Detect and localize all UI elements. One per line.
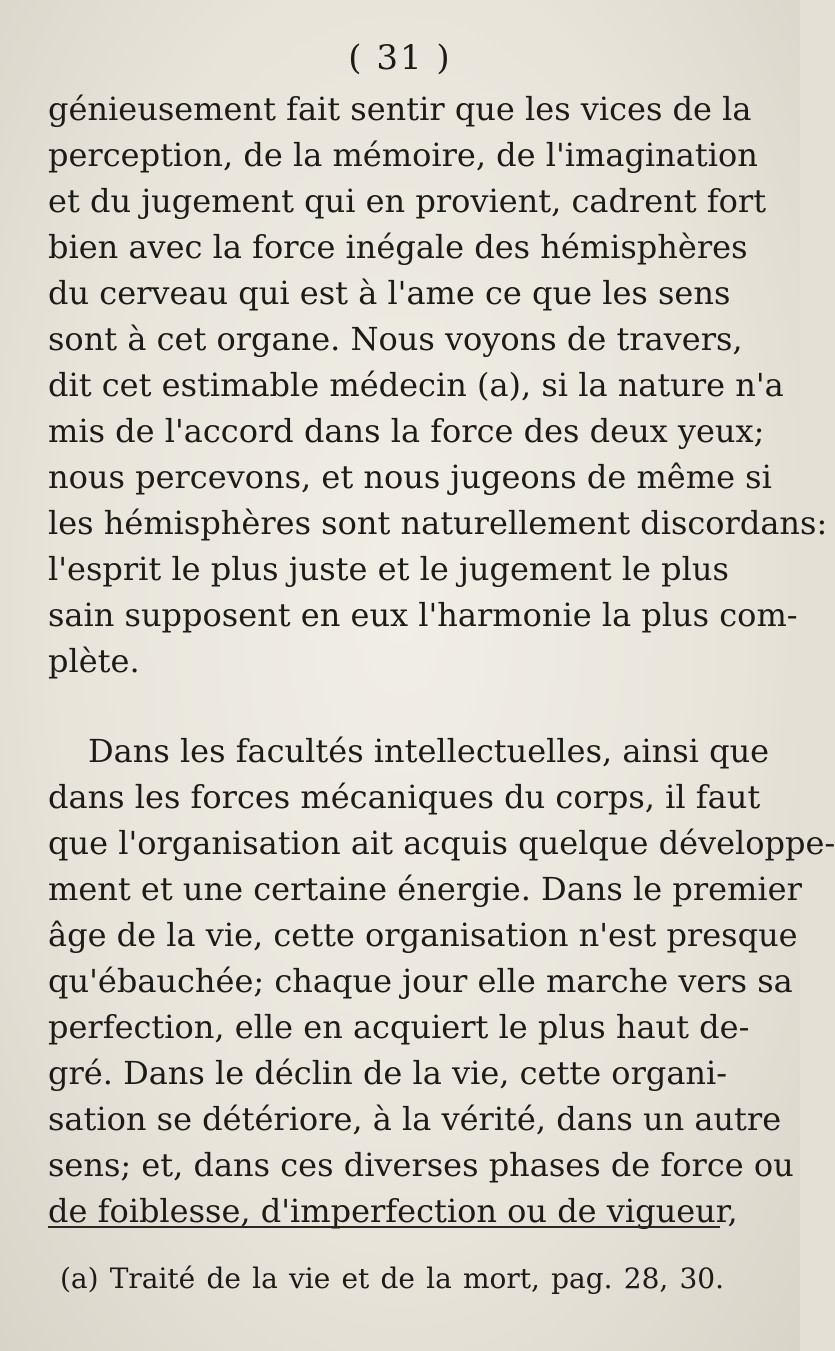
- text-line: sont à cet organe. Nous voyons de travers,: [48, 320, 743, 358]
- text-line: et du jugement qui en provient, cadrent fort: [48, 182, 767, 220]
- page-number: ( 31 ): [348, 38, 452, 78]
- text-line: gré. Dans le déclin de la vie, cette organi-: [48, 1054, 728, 1092]
- text-line: perfection, elle en acquiert le plus haut de-: [48, 1008, 750, 1046]
- text-line: les hémisphères sont naturellement discordans:: [48, 504, 828, 542]
- text-line: sens; et, dans ces diverses phases de force ou: [48, 1146, 794, 1184]
- text-line: nous percevons, et nous jugeons de même si: [48, 458, 772, 496]
- body-text: [48, 86, 835, 1234]
- text-line: sation se détériore, à la vérité, dans un autre: [48, 1100, 782, 1138]
- text-line: Dans les facultés intellectuelles, ainsi que: [88, 732, 770, 770]
- text-line: dit cet estimable médecin (a), si la nature n'a: [48, 366, 784, 404]
- footnote-rule: [48, 1226, 720, 1228]
- text-line: dans les forces mécaniques du corps, il faut: [48, 778, 761, 816]
- text-line: ment et une certaine énergie. Dans le premier: [48, 870, 802, 908]
- text-line: plète.: [48, 642, 140, 680]
- text-line: bien avec la force inégale des hémisphères: [48, 228, 748, 266]
- text-line: perception, de la mémoire, de l'imagination: [48, 136, 758, 174]
- text-line: mis de l'accord dans la force des deux yeux;: [48, 412, 765, 450]
- text-line: génieusement fait sentir que les vices de la: [48, 90, 752, 128]
- text-line: sain supposent en eux l'harmonie la plus com-: [48, 596, 798, 634]
- paragraph-gap: [48, 684, 720, 728]
- footnote: (a) Traité de la vie et de la mort, pag. 28, 30.: [60, 1262, 724, 1295]
- paragraph: [48, 728, 835, 1234]
- text-line: que l'organisation ait acquis quelque développe-: [48, 824, 835, 862]
- text-line: du cerveau qui est à l'ame ce que les sens: [48, 274, 731, 312]
- paragraph: [48, 86, 828, 684]
- text-line: âge de la vie, cette organisation n'est presque: [48, 916, 798, 954]
- text-line: l'esprit le plus juste et le jugement le plus: [48, 550, 729, 588]
- text-line: de foiblesse, d'imperfection ou de vigueur,: [48, 1192, 738, 1230]
- text-line: qu'ébauchée; chaque jour elle marche vers sa: [48, 962, 793, 1000]
